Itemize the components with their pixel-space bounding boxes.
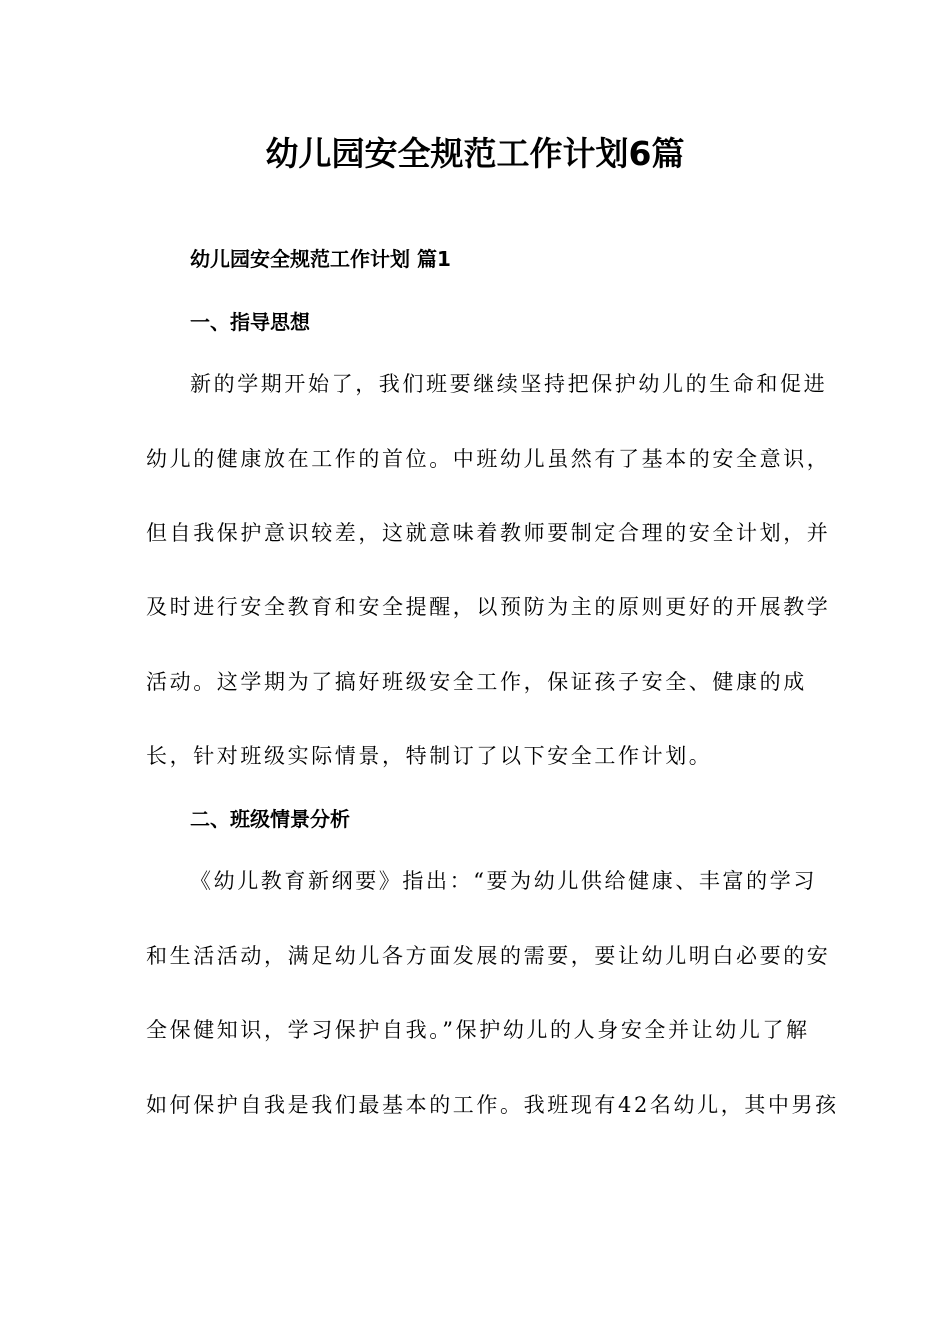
paragraph-1-line-3: 但自我保护意识较差，这就意味着教师要制定合理的安全计划，并: [146, 521, 831, 545]
paragraph-2-line-1: 《幼儿教育新纲要》指出：“要为幼儿供给健康、丰富的学习: [190, 869, 817, 893]
paragraph-2-line-4: 如何保护自我是我们最基本的工作。我班现有42名幼儿，其中男孩: [146, 1093, 839, 1117]
paragraph-2-line-2: 和生活活动，满足幼儿各方面发展的需要，要让幼儿明白必要的安: [146, 944, 831, 968]
document-title: 幼儿园安全规范工作计划6篇: [265, 134, 685, 173]
paragraph-2-line-3: 全保健知识，学习保护自我。”保护幼儿的人身安全并让幼儿了解: [146, 1018, 810, 1042]
paragraph-1-line-5: 活动。这学期为了搞好班级安全工作，保证孩子安全、健康的成: [146, 670, 807, 694]
section-title: 幼儿园安全规范工作计划 篇1: [190, 247, 451, 271]
paragraph-1-line-2: 幼儿的健康放在工作的首位。中班幼儿虽然有了基本的安全意识，: [146, 447, 831, 471]
paragraph-1-line-4: 及时进行安全教育和安全提醒，以预防为主的原则更好的开展教学: [146, 595, 831, 619]
paragraph-1-line-6: 长，针对班级实际情景，特制订了以下安全工作计划。: [146, 744, 713, 768]
heading-guiding-ideology: 一、指导思想: [190, 310, 310, 334]
paragraph-1-line-1: 新的学期开始了，我们班要继续坚持把保护幼儿的生命和促进: [190, 372, 828, 396]
heading-class-analysis: 二、班级情景分析: [190, 807, 350, 831]
